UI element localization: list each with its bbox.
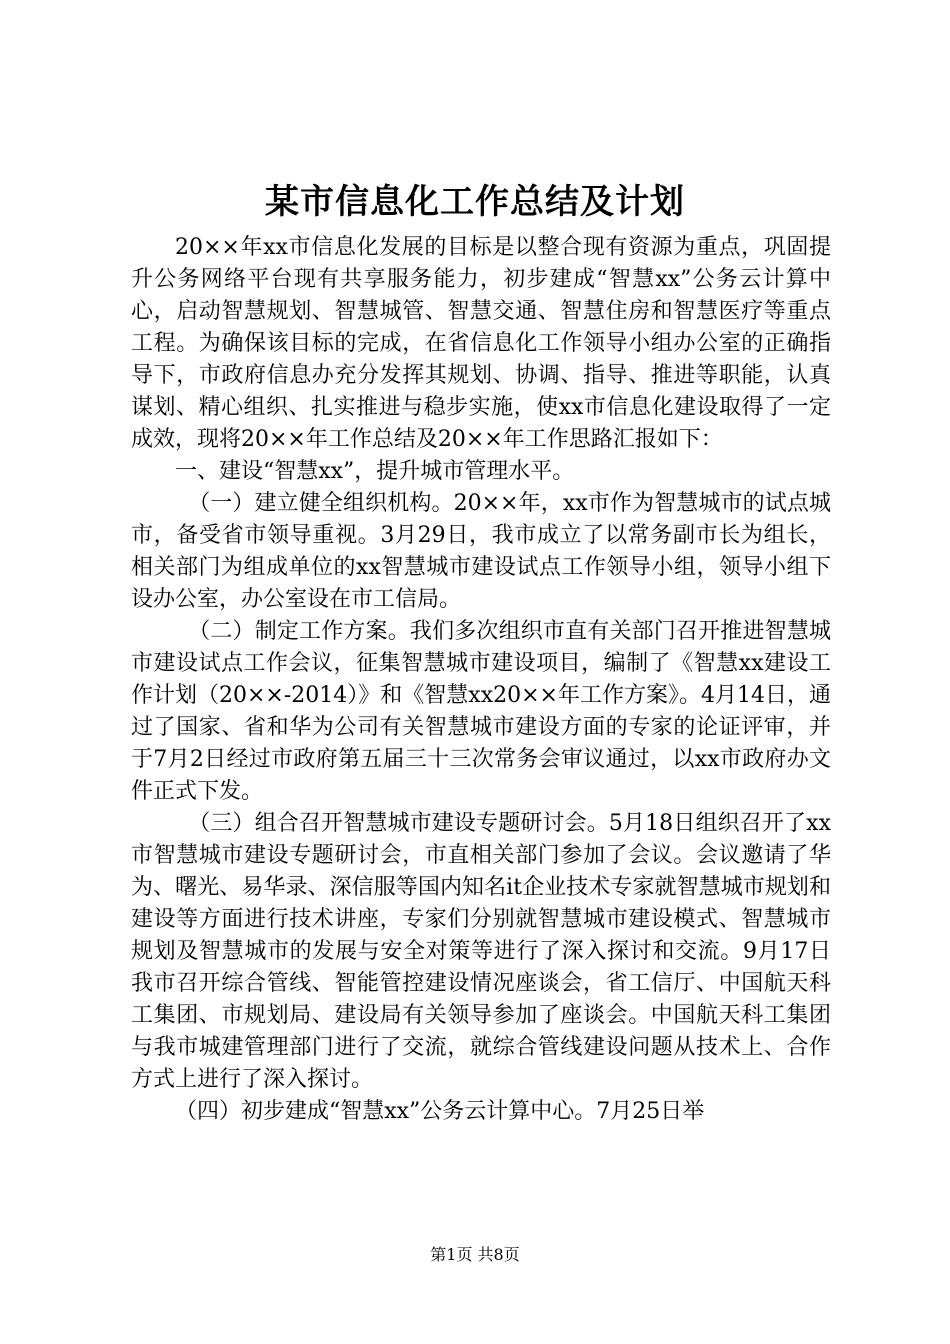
- section-heading-1: 一、建设“智慧xx”，提升城市管理水平。: [175, 459, 575, 484]
- page-number-footer: 第1页 共8页: [430, 1245, 520, 1264]
- page-title: 某市信息化工作总结及计划: [265, 182, 685, 222]
- document-body: [131, 232, 831, 1128]
- intro-paragraph: 20××年xx市信息化发展的目标是以整合现有资源为重点，巩固提升公务网络平台现有共享服务能力，初步建成“智慧xx”公务云计算中心，启动智慧规划、智慧城管、智慧交通、智慧住房和智慧医疗等重点工程。为确保该目标的完成，在省信息化工作领导小组办公室的正确指导下，市政府信息办充分发挥其规划、协调、指导、推进等职能，认真谋划、精心组织、扎实推进与稳步实施，使xx市信息化建设取得了一定成效，现将20××年工作总结及20××年工作思路汇报如下：: [131, 235, 831, 452]
- subsection-1-paragraph: （一）建立健全组织机构。20××年，xx市作为智慧城市的试点城市，备受省市领导重视。3月29日，我市成立了以常务副市长为组长，相关部门为组成单位的xx智慧城市建设试点工作领导小组，领导小组下设办公室，办公室设在市工信局。: [131, 491, 831, 612]
- subsection-3-paragraph: （三）组合召开智慧城市建设专题研讨会。5月18日组织召开了xx市智慧城市建设专题研讨会，市直相关部门参加了会议。会议邀请了华为、曙光、易华录、深信服等国内知名it企业技术专家就智慧城市规划和建设等方面进行技术讲座，专家们分别就智慧城市建设模式、智慧城市规划及智慧城市的发展与安全对策等进行了深入探讨和交流。9月17日我市召开综合管线、智能管控建设情况座谈会，省工信厅、中国航天科工集团、市规划局、建设局有关领导参加了座谈会。中国航天科工集团与我市城建管理部门进行了交流，就综合管线建设问题从技术上、合作方式上进行了深入探讨。: [131, 811, 831, 1092]
- subsection-2-paragraph: （二）制定工作方案。我们多次组织市直有关部门召开推进智慧城市建设试点工作会议，征集智慧城市建设项目，编制了《智慧xx建设工作计划（20××-2014）》和《智慧xx20××年工作方案》。4月14日，通过了国家、省和华为公司有关智慧城市建设方面的专家的论证评审，并于7月2日经过市政府第五届三十三次常务会审议通过，以xx市政府办文件正式下发。: [131, 619, 831, 804]
- subsection-4-paragraph: （四）初步建成“智慧xx”公务云计算中心。7月25日举: [175, 1099, 705, 1124]
